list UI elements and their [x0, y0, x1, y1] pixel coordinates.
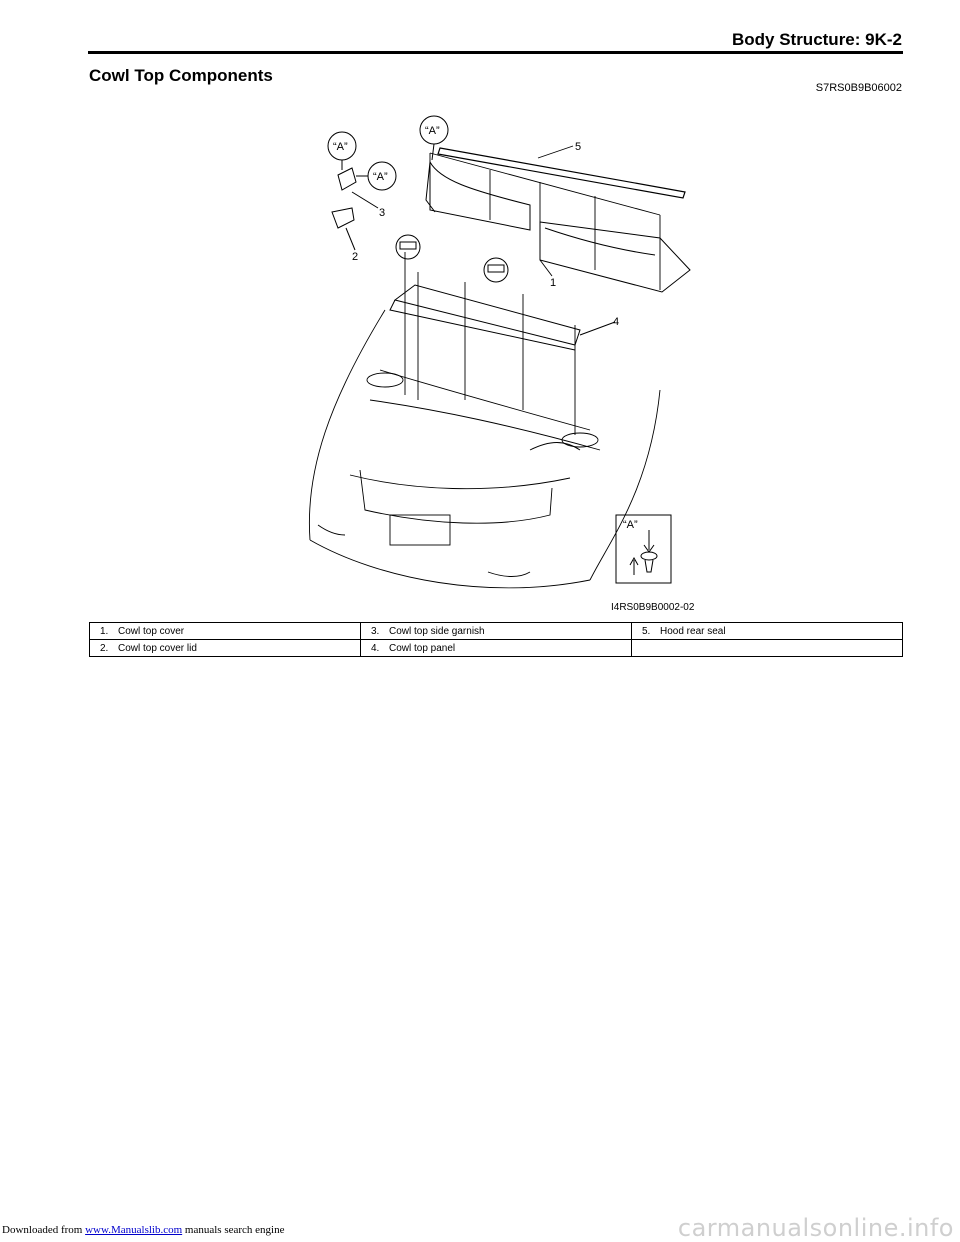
legend-label: Cowl top panel: [389, 642, 456, 654]
hood-rear-seal: [438, 148, 685, 198]
legend-cell: [361, 623, 632, 640]
cowl-top-side-garnish: [338, 168, 378, 208]
clip-icon: [396, 235, 508, 282]
cowl-top-diagram: [290, 110, 710, 620]
footer-suffix: manuals search engine: [182, 1224, 285, 1236]
legend-cell: [632, 640, 903, 657]
callout-4: 4: [613, 316, 620, 328]
legend-cell: [361, 640, 632, 657]
callout-3: 3: [379, 207, 386, 219]
manualslib-link[interactable]: www.Manualslib.com: [85, 1224, 183, 1236]
section-code: S7RS0B9B06002: [815, 82, 902, 94]
view-label: “A”: [425, 125, 440, 137]
legend-number: 5.: [642, 625, 651, 637]
legend-cell: [90, 640, 361, 657]
view-label: “A”: [623, 519, 638, 531]
table-row: [90, 623, 903, 640]
legend-number: 3.: [371, 625, 380, 637]
callout-2: 2: [352, 251, 359, 263]
figure-code: I4RS0B9B0002-02: [611, 602, 695, 613]
legend-cell: [90, 623, 361, 640]
guide-lines: [405, 153, 660, 435]
view-label: “A”: [373, 171, 388, 183]
watermark: carmanualsonline.info: [677, 1214, 954, 1242]
cowl-top-cover: [426, 162, 690, 292]
cowl-top-cover-lid: [332, 208, 355, 250]
download-footer: [2, 1224, 284, 1236]
legend-number: 1.: [100, 625, 109, 637]
legend-label: Hood rear seal: [660, 625, 726, 637]
legend-cell: [632, 623, 903, 640]
section-title: Cowl Top Components: [89, 66, 273, 85]
footer-prefix: Downloaded from: [2, 1224, 86, 1236]
view-label: “A”: [333, 141, 348, 153]
legend-label: Cowl top cover lid: [118, 642, 197, 654]
cowl-top-panel: [390, 285, 615, 350]
header-rule: [88, 51, 903, 54]
page-header-title: Body Structure: 9K-2: [731, 30, 902, 49]
legend-table: [89, 622, 903, 657]
legend-number: 2.: [100, 642, 109, 654]
table-row: [90, 640, 903, 657]
callout-1: 1: [550, 277, 557, 289]
legend-label: Cowl top cover: [118, 625, 185, 637]
legend-label: Cowl top side garnish: [389, 625, 485, 637]
vehicle-front-body: [309, 310, 660, 588]
callout-5: 5: [575, 141, 582, 153]
legend-number: 4.: [371, 642, 380, 654]
